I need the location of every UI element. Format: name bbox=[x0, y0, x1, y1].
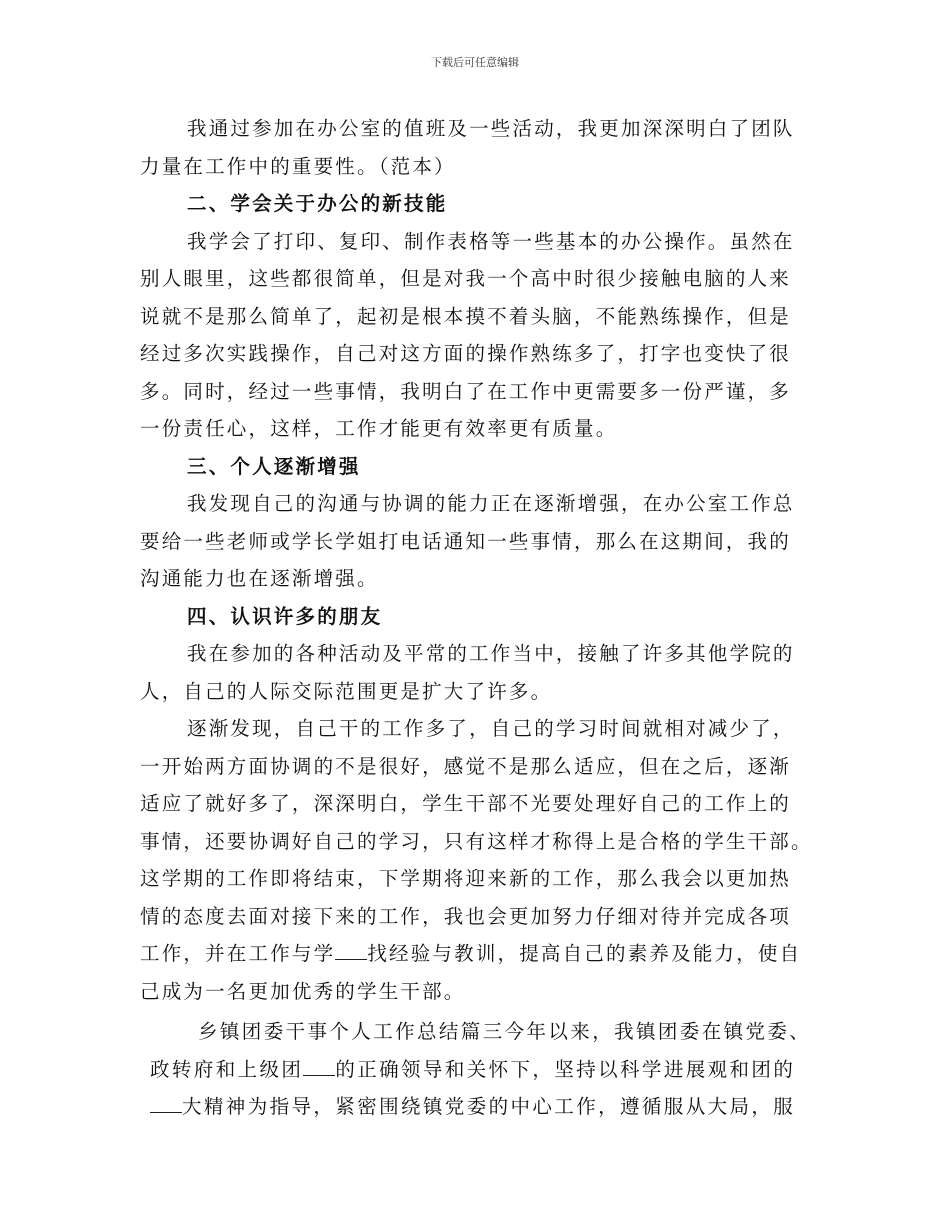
paragraph-line: 我发现自己的沟通与协调的能力正在逐渐增强，在办公室工作总 bbox=[187, 492, 795, 515]
section-heading: 三、个人逐渐增强 bbox=[187, 454, 361, 478]
paragraph-line bbox=[140, 1051, 830, 1089]
paragraph-line: 事情，还要协调好自己的学习，只有这样才称得上是合格的学生干部。 bbox=[140, 829, 813, 853]
paragraph-line: 说就不是那么简单了，起初是根本摸不着头脑，不能熟练操作，但是 bbox=[140, 304, 792, 328]
paragraph-line: 我学会了打印、复印、制作表格等一些基本的办公操作。虽然在 bbox=[187, 229, 795, 253]
paragraph-line: 沟通能力也在逐渐增强。 bbox=[140, 567, 379, 590]
paragraph-line: 一份责任心，这样，工作才能更有效率更有质量。 bbox=[140, 417, 618, 440]
blank-underline bbox=[303, 1057, 335, 1076]
paragraph-line: 别人眼里，这些都很简单，但是对我一个高中时很少接触电脑的人来 bbox=[140, 267, 792, 290]
section-heading: 四、认识许多的朋友 bbox=[187, 604, 383, 628]
document-body bbox=[140, 110, 820, 1010]
text-segment: 大精神为指导，紧密围绕镇党委的中心工作，遵循服从大局，服 bbox=[182, 1095, 796, 1118]
paragraph-line: 己成为一名更加优秀的学生干部。 bbox=[140, 979, 466, 1003]
paragraph-line: 逐渐发现，自己干的工作多了，自己的学习时间就相对减少了， bbox=[187, 717, 795, 740]
page-header-note: 下载后可任意编辑 bbox=[431, 56, 519, 69]
paragraph-line: 我在参加的各种活动及平常的工作当中，接触了许多其他学院的 bbox=[187, 642, 795, 665]
text-segment: 政转府和上级团 bbox=[150, 1057, 304, 1081]
text-segment: 找经验与教训，提高自己的素养及能力，使自 bbox=[367, 942, 802, 965]
paragraph-line: 我通过参加在办公室的值班及一些活动，我更加深深明白了团队 bbox=[187, 117, 795, 140]
text-segment: 工作，并在工作与学 bbox=[140, 942, 336, 965]
paragraph-line: 力量在工作中的重要性。（范本） bbox=[140, 154, 456, 178]
paragraph-line: 情的态度去面对接下来的工作，我也会更加努力仔细对待并完成各项 bbox=[140, 904, 792, 928]
paragraph-line: 乡镇团委干事个人工作总结篇三今年以来，我镇团委在镇党委、 bbox=[198, 1020, 812, 1043]
paragraph-line: 适应了就好多了，深深明白，学生干部不光要处理好自己的工作上的 bbox=[140, 792, 792, 815]
text-segment: 的正确领导和关怀下，坚持以科学进展观和团的 bbox=[335, 1057, 796, 1081]
paragraph-line: 一开始两方面协调的不是很好，感觉不是那么适应，但在之后，逐渐 bbox=[140, 754, 792, 778]
section-heading: 二、学会关于办公的新技能 bbox=[187, 192, 448, 215]
section-2-body bbox=[140, 1013, 830, 1126]
blank-underline bbox=[150, 1094, 182, 1113]
paragraph-line: 这学期的工作即将结束，下学期将迎来新的工作，那么我会以更加热 bbox=[140, 867, 792, 890]
paragraph-line: 经过多次实践操作，自己对这方面的操作熟练多了，打字也变快了很 bbox=[140, 342, 792, 365]
paragraph-line: 要给一些老师或学长学姐打电话通知一些事情，那么在这期间，我的 bbox=[140, 529, 792, 553]
paragraph-line bbox=[140, 935, 820, 973]
paragraph-line: 多。同时，经过一些事情，我明白了在工作中更需要多一份严谨，多 bbox=[140, 379, 792, 403]
blank-underline bbox=[335, 941, 367, 960]
paragraph-line bbox=[140, 1088, 830, 1126]
paragraph-line: 人，自己的人际交际范围更是扩大了许多。 bbox=[140, 679, 553, 703]
